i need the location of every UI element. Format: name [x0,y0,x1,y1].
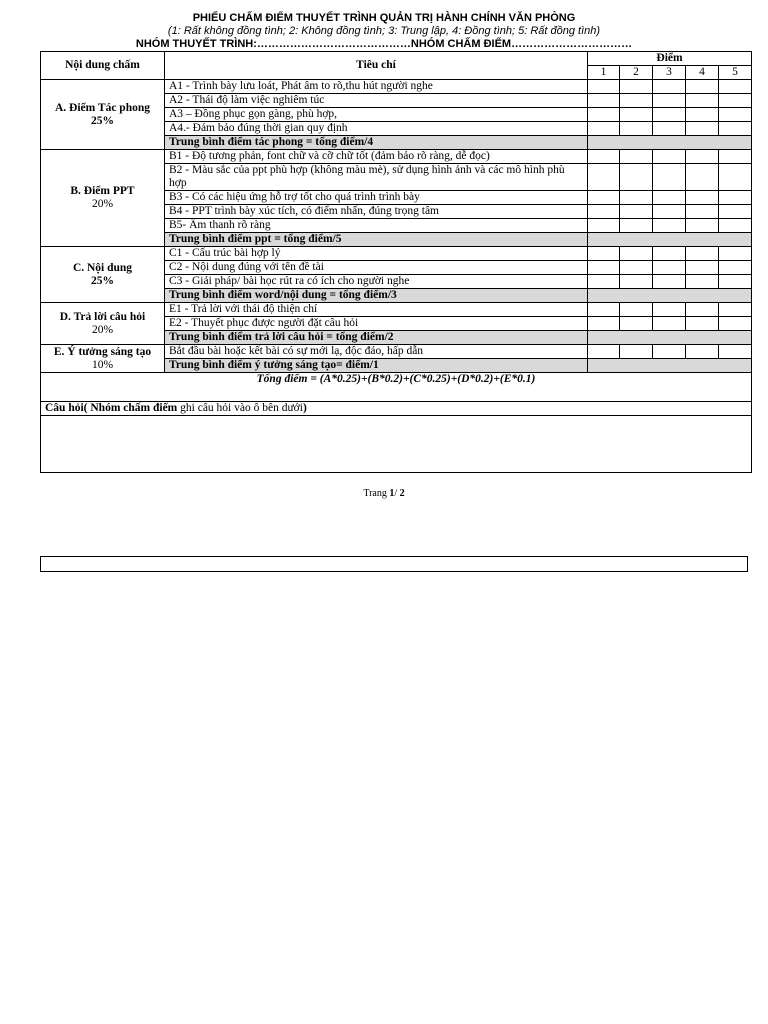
criterion-text: C3 - Giải pháp/ bài học rút ra có ích cho người nghe [165,275,588,289]
score-cell-4[interactable] [686,261,719,275]
score-cell-2[interactable] [620,94,653,108]
score-level-1: 1 [588,66,620,80]
score-cell-1[interactable] [588,317,620,331]
page-footer [0,488,768,499]
score-level-4: 4 [686,66,719,80]
score-cell-2[interactable] [620,122,653,136]
table-header-row [41,52,752,66]
score-cell-4[interactable] [686,205,719,219]
score-cell-3[interactable] [653,275,686,289]
score-cell-1[interactable] [588,261,620,275]
criterion-text: B2 - Màu sắc của ppt phù hợp (không màu mè), sử dụng hình ảnh và các mô hình phù hợp [165,164,588,191]
section-weight: 20% [91,323,114,336]
section-weight: 25% [91,274,114,287]
criterion-text: C2 - Nội dung đúng với tên đề tài [165,261,588,275]
score-cell-1[interactable] [588,345,620,359]
section-average-label: Trung bình điểm trả lời câu hỏi = tổng điểm/2 [165,331,588,345]
score-cell-4[interactable] [686,219,719,233]
score-cell-5[interactable] [719,261,752,275]
score-cell-4[interactable] [686,164,719,191]
col-content-header: Nội dung chấm [41,52,165,80]
scale-note: (1: Rất không đồng tình; 2: Không đồng tình; 3: Trung lập, 4: Đồng tình; 5: Rất đồng tình) [167,25,601,37]
score-cell-5[interactable] [719,345,752,359]
score-cell-4[interactable] [686,303,719,317]
page-sep: / [394,488,398,499]
question-label-bold: Câu hỏi( Nhóm chấm điểm [45,402,178,414]
score-cell-5[interactable] [719,247,752,261]
score-cell-5[interactable] [719,122,752,136]
score-level-5: 5 [719,66,752,80]
score-cell-2[interactable] [620,275,653,289]
section-name: D. Trả lời câu hỏi [59,310,146,323]
section-average-label: Trung bình điểm ppt = tổng điểm/5 [165,233,588,247]
score-cell-1[interactable] [588,303,620,317]
group-line: NHÓM THUYẾT TRÌNH:……………………………………NHÓM CHẤM ĐIỂM…………………………… [135,38,633,50]
score-cell-4[interactable] [686,275,719,289]
col-score-header: Điểm [588,52,752,66]
col-criteria-header: Tiêu chí [165,52,588,80]
score-cell-4[interactable] [686,150,719,164]
score-cell-3[interactable] [653,191,686,205]
score-cell-1[interactable] [588,205,620,219]
score-cell-2[interactable] [620,191,653,205]
score-cell-5[interactable] [719,219,752,233]
score-cell-3[interactable] [653,219,686,233]
question-answer-box[interactable] [41,416,752,473]
score-cell-2[interactable] [620,261,653,275]
score-level-3: 3 [653,66,686,80]
scoring-table [40,51,752,473]
score-cell-5[interactable] [719,164,752,191]
page-total: 2 [399,488,405,499]
score-cell-2[interactable] [620,345,653,359]
score-cell-1[interactable] [588,247,620,261]
score-cell-3[interactable] [653,150,686,164]
criterion-row [41,247,752,261]
criterion-text: A1 - Trình bày lưu loát, Phát âm to rõ,thu hút người nghe [165,80,588,94]
score-cell-1[interactable] [588,94,620,108]
section-average-label: Trung bình điểm word/nội dung = tổng điểm/3 [165,289,588,303]
question-label-row [41,402,752,416]
score-cell-4[interactable] [686,94,719,108]
section-name: C. Nội dung [72,261,133,274]
scoring-table-body [41,52,752,473]
score-cell-3[interactable] [653,94,686,108]
score-cell-4[interactable] [686,108,719,122]
criterion-text: A2 - Thái độ làm việc nghiêm túc [165,94,588,108]
empty-box [40,556,748,572]
score-cell-2[interactable] [620,108,653,122]
section-average-value[interactable] [588,331,752,345]
page-word: Trang [363,488,387,499]
section-weight: 20% [91,198,114,210]
criterion-text: C1 - Cấu trúc bài hợp lý [165,247,588,261]
score-level-2: 2 [620,66,653,80]
section-weight: 25% [91,114,114,127]
score-cell-5[interactable] [719,108,752,122]
score-cell-1[interactable] [588,108,620,122]
criterion-row [41,303,752,317]
score-cell-4[interactable] [686,80,719,94]
score-cell-2[interactable] [620,303,653,317]
score-cell-3[interactable] [653,317,686,331]
section-name: B. Điểm PPT [70,185,135,197]
section-cell [41,345,165,373]
score-cell-4[interactable] [686,191,719,205]
score-cell-2[interactable] [620,150,653,164]
score-cell-5[interactable] [719,94,752,108]
score-cell-3[interactable] [653,247,686,261]
score-cell-5[interactable] [719,275,752,289]
criterion-row [41,345,752,359]
score-cell-5[interactable] [719,150,752,164]
section-average-value[interactable] [588,359,752,373]
criterion-text: E1 - Trả lời với thái độ thiện chí [165,303,588,317]
question-label [41,402,752,416]
score-cell-1[interactable] [588,150,620,164]
criterion-text: B4 - PPT trình bày xúc tích, có điểm nhấn, đúng trọng tâm [165,205,588,219]
score-cell-3[interactable] [653,108,686,122]
section-average-value[interactable] [588,233,752,247]
score-cell-1[interactable] [588,275,620,289]
section-name: E. Ý tưởng sáng tạo [53,345,152,358]
score-cell-2[interactable] [620,247,653,261]
question-label-rest: ghi câu hỏi vào ô bên dưới [177,402,303,414]
criterion-row [41,150,752,164]
criterion-text: B3 - Có các hiệu ứng hỗ trợ tốt cho quá trình trình bày [165,191,588,205]
score-cell-1[interactable] [588,191,620,205]
score-cell-5[interactable] [719,205,752,219]
total-row [41,373,752,402]
criterion-text: A3 – Đồng phục gọn gàng, phù hợp, [165,108,588,122]
criterion-text: E2 - Thuyết phục được người đặt câu hỏi [165,317,588,331]
score-cell-1[interactable] [588,164,620,191]
score-cell-4[interactable] [686,122,719,136]
score-cell-3[interactable] [653,303,686,317]
question-box-row [41,416,752,473]
score-cell-1[interactable] [588,122,620,136]
section-cell [41,150,165,247]
score-cell-1[interactable] [588,219,620,233]
section-average-label: Trung bình điểm tác phong = tổng điểm/4 [165,136,588,150]
score-cell-5[interactable] [719,80,752,94]
section-cell [41,247,165,303]
score-cell-5[interactable] [719,303,752,317]
form-title: PHIẾU CHẤM ĐIỂM THUYẾT TRÌNH QUẢN TRỊ HÀNH CHÍNH VĂN PHÒNG [192,12,576,24]
criterion-text: B5- Âm thanh rõ ràng [165,219,588,233]
score-cell-3[interactable] [653,122,686,136]
section-weight: 10% [91,358,114,371]
section-cell [41,303,165,345]
section-average-label: Trung bình điểm ý tưởng sáng tạo= điểm/1 [165,359,588,373]
criterion-text: A4.- Đảm bảo đúng thời gian quy định [165,122,588,136]
score-cell-1[interactable] [588,80,620,94]
criterion-text: Bắt đầu bài hoặc kết bài có sự mới lạ, độc đáo, hấp dẫn [165,345,588,359]
criterion-row [41,80,752,94]
score-cell-3[interactable] [653,164,686,191]
score-cell-5[interactable] [719,191,752,205]
score-cell-3[interactable] [653,345,686,359]
page-current: 1 [389,488,395,499]
score-cell-4[interactable] [686,247,719,261]
score-cell-4[interactable] [686,345,719,359]
section-cell [41,80,165,150]
score-cell-2[interactable] [620,219,653,233]
section-average-value[interactable] [588,136,752,150]
score-cell-3[interactable] [653,205,686,219]
total-formula: Tổng điểm = (A*0.25)+(B*0.2)+(C*0.25)+(D*0.2)+(E*0.1) [41,373,752,402]
question-label-close: ) [302,402,307,414]
score-cell-2[interactable] [620,164,653,191]
section-average-value[interactable] [588,289,752,303]
score-cell-5[interactable] [719,317,752,331]
score-cell-2[interactable] [620,80,653,94]
section-name: A. Điểm Tác phong [55,101,150,114]
score-cell-4[interactable] [686,317,719,331]
criterion-text: B1 - Độ tương phản, font chữ và cỡ chữ tốt (đảm bảo rõ ràng, dễ đọc) [165,150,588,164]
score-cell-3[interactable] [653,80,686,94]
score-cell-2[interactable] [620,205,653,219]
score-cell-3[interactable] [653,261,686,275]
score-cell-2[interactable] [620,317,653,331]
